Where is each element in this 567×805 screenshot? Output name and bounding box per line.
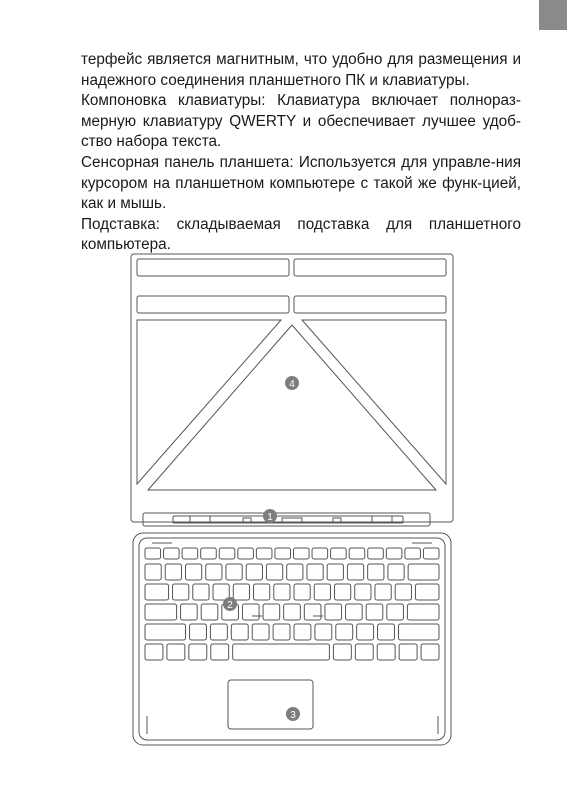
- keyboard-key: [206, 564, 222, 580]
- svg-text:3: 3: [290, 710, 296, 721]
- keyboard-key: [145, 624, 186, 640]
- touchpad: [228, 680, 313, 729]
- keyboard-key: [336, 624, 353, 640]
- keyboard-key: [266, 564, 282, 580]
- keyboard-key: [399, 644, 417, 660]
- keyboard-key: [355, 644, 373, 660]
- keyboard-key: [263, 604, 280, 620]
- stand-fold-triangle-left: [137, 320, 281, 484]
- keyboard-key: [219, 548, 235, 559]
- keyboard-key: [275, 548, 291, 559]
- connector-pin: [243, 518, 251, 522]
- callout-touchpad: [286, 707, 300, 721]
- keyboard-key: [145, 604, 177, 620]
- paragraph-interface: терфейс является магнитным, что удобно для размещения и надежного соединения планшетного ПК и клавиатуры.: [81, 51, 521, 89]
- keyboard-key: [366, 604, 383, 620]
- stand-fold-triangle-right: [302, 320, 446, 484]
- keyboard-key: [145, 584, 169, 600]
- keyboard-key: [193, 584, 209, 600]
- keyboard-key: [165, 564, 181, 580]
- keyboard-key: [407, 604, 439, 620]
- keyboard-key: [233, 644, 330, 660]
- keyboard-key: [312, 548, 328, 559]
- keyboard-key: [405, 548, 421, 559]
- keyboard-key: [377, 644, 395, 660]
- keyboard-key: [387, 604, 404, 620]
- stand-panel: [137, 259, 289, 276]
- keyboard-key: [315, 624, 332, 640]
- keyboard-key: [164, 548, 180, 559]
- svg-text:2: 2: [227, 600, 233, 611]
- keyboard-key: [314, 584, 330, 600]
- keyboard-key: [273, 624, 290, 640]
- keyboard-key: [210, 624, 227, 640]
- keyboard-key: [201, 548, 217, 559]
- keyboard-key: [213, 584, 229, 600]
- keyboard-key: [238, 548, 254, 559]
- keyboard-key: [252, 624, 269, 640]
- keyboard-key: [274, 584, 290, 600]
- keyboard-key: [347, 564, 363, 580]
- keyboard-key: [378, 624, 395, 640]
- keyboard-key: [333, 644, 351, 660]
- svg-text:1: 1: [267, 512, 273, 523]
- keyboard-key: [415, 584, 439, 600]
- keyboard-key: [423, 548, 439, 559]
- keyboard-key: [181, 604, 198, 620]
- keyboard-key: [256, 548, 272, 559]
- keyboard-key: [185, 564, 201, 580]
- keyboard-key: [182, 548, 198, 559]
- keyboard-key: [304, 604, 321, 620]
- keyboard-key: [346, 604, 363, 620]
- stand-panel: [294, 296, 446, 313]
- keyboard-key: [145, 564, 161, 580]
- keyboard-key: [145, 548, 161, 559]
- paragraph-touchpad: Сенсорная панель планшета: Используется для управле-ния курсором на планшетном компьютере с такой же функ-цией, как и мышь.: [81, 153, 521, 213]
- stand-panel: [294, 259, 446, 276]
- keyboard-keys: [145, 548, 439, 660]
- keyboard-key: [386, 548, 402, 559]
- keyboard-key: [368, 548, 384, 559]
- keyboard-key: [231, 624, 248, 640]
- stand-fold-triangle-center: [148, 325, 436, 490]
- keyboard-key: [242, 604, 259, 620]
- paragraph-keyboard-layout: Компоновка клавиатуры: Клавиатура включает полнораз-мерную клавиатуру QWERTY и обеспечивает лучшее удоб-ство набора текста.: [81, 92, 521, 151]
- keyboard-key: [145, 644, 163, 660]
- stand-panel: [137, 296, 289, 313]
- callout-interface: [263, 509, 277, 523]
- keyboard-key: [334, 584, 350, 600]
- keyboard-key: [254, 584, 270, 600]
- connector-pin: [282, 518, 302, 522]
- keyboard-key: [368, 564, 384, 580]
- keyboard-key: [331, 548, 347, 559]
- keyboard-key: [375, 584, 391, 600]
- keyboard-key: [246, 564, 262, 580]
- keyboard-key: [395, 584, 411, 600]
- keyboard-key: [421, 644, 439, 660]
- keyboard-key: [398, 624, 439, 640]
- keyboard-key: [294, 584, 310, 600]
- keyboard-key: [190, 624, 207, 640]
- keyboard-key: [201, 604, 218, 620]
- keyboard-key: [327, 564, 343, 580]
- keyboard-key: [307, 564, 323, 580]
- connector-pin: [333, 518, 341, 522]
- keyboard-key: [325, 604, 342, 620]
- keyboard-key: [287, 564, 303, 580]
- callout-stand: [285, 376, 299, 390]
- keyboard-key: [189, 644, 207, 660]
- paragraph-stand: Подставка: складываемая подставка для планшетного компьютера.: [81, 215, 521, 254]
- keyboard-key: [294, 624, 311, 640]
- keyboard-key: [294, 548, 310, 559]
- keyboard-key: [167, 644, 185, 660]
- keyboard-key: [211, 644, 229, 660]
- keyboard-key: [284, 604, 301, 620]
- keyboard-key: [408, 564, 439, 580]
- callout-keyboard: [223, 597, 237, 611]
- svg-text:4: 4: [289, 379, 295, 390]
- keyboard-key: [355, 584, 371, 600]
- keyboard-key: [233, 584, 249, 600]
- keyboard-key: [388, 564, 404, 580]
- keyboard-key: [349, 548, 365, 559]
- keyboard-key: [226, 564, 242, 580]
- keyboard-key: [173, 584, 189, 600]
- magnetic-connector-strip: [143, 513, 430, 526]
- keyboard-key: [357, 624, 374, 640]
